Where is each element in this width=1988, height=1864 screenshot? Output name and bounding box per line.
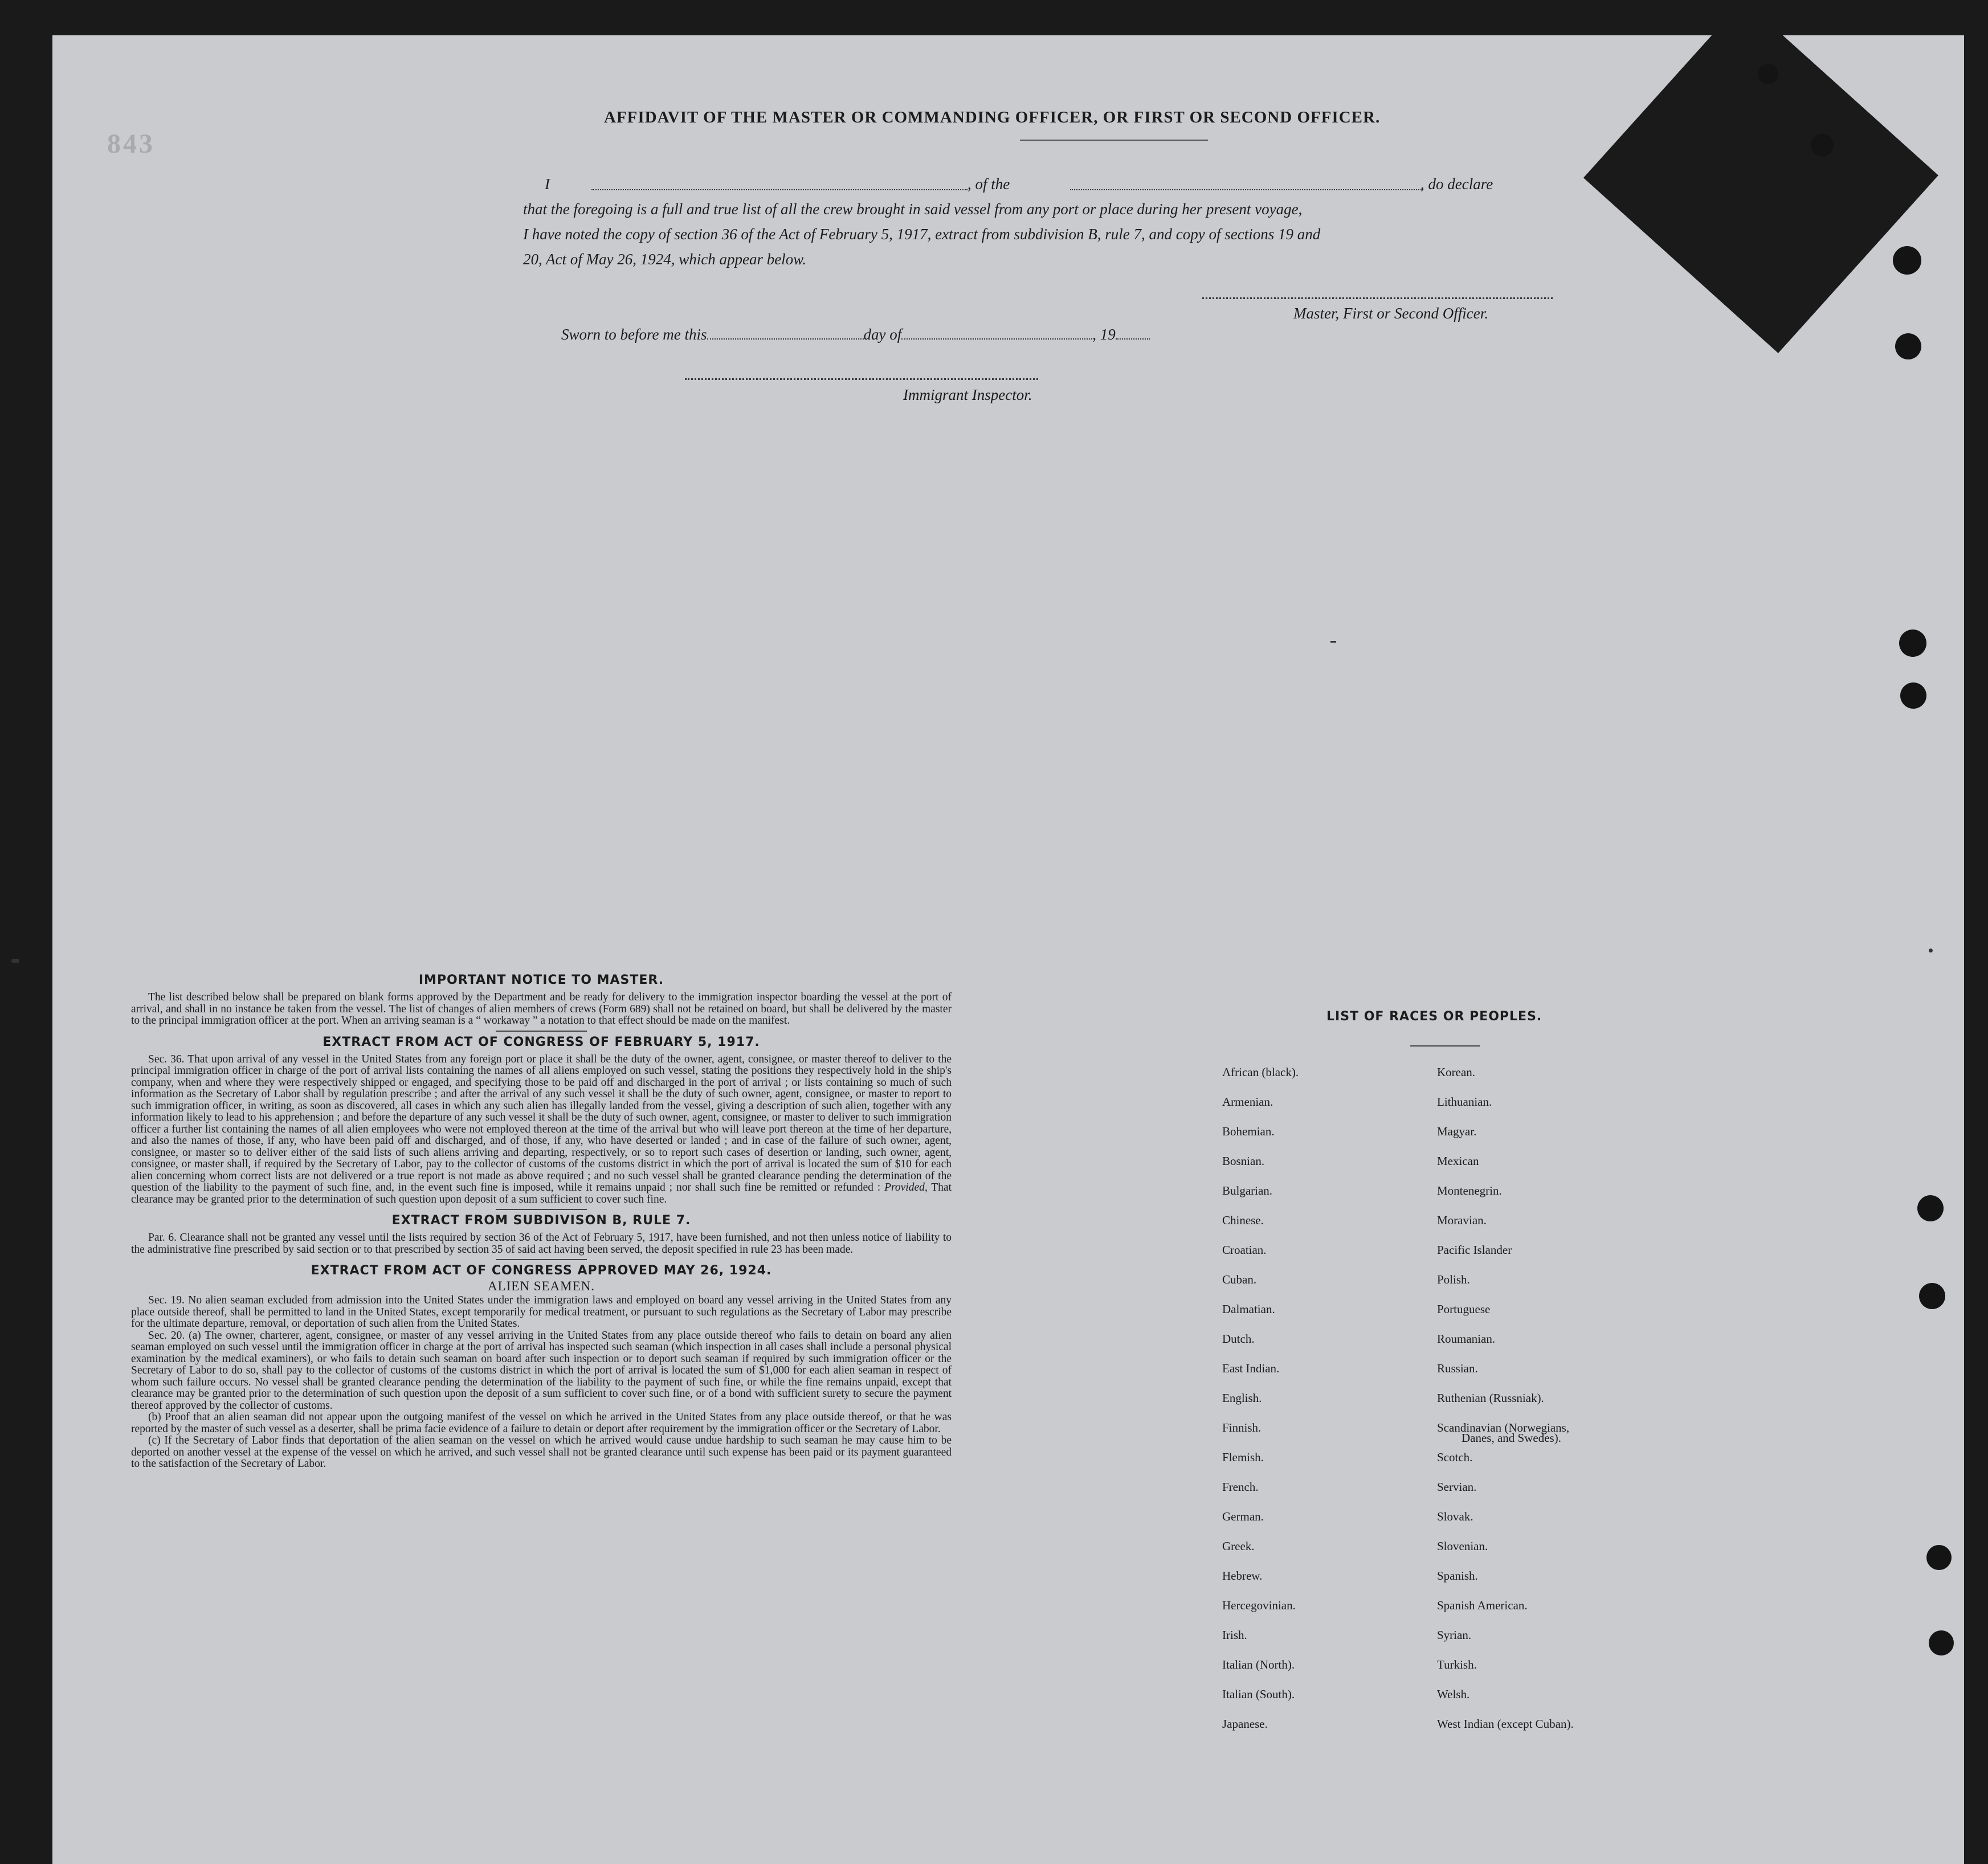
punch-hole (1758, 64, 1778, 84)
race-item: West Indian (except Cuban). (1437, 1717, 1574, 1731)
race-item: Croatian. (1222, 1243, 1267, 1257)
affidavit-title: AFFIDAVIT OF THE MASTER OR COMMANDING OFFICER, OR FIRST OR SECOND OFFICER. (604, 108, 1381, 126)
race-item: East Indian. (1222, 1362, 1280, 1375)
punch-hole (1929, 1630, 1954, 1655)
edge-mark (11, 959, 19, 963)
race-item: Turkish. (1437, 1658, 1477, 1671)
sworn-date-blank (707, 338, 864, 340)
race-item: Bosnian. (1222, 1154, 1265, 1168)
sworn-prefix: Sworn to before me this (561, 326, 707, 343)
punch-hole (1895, 333, 1921, 359)
punch-hole (1900, 682, 1926, 709)
races-list-title: LIST OF RACES OR PEOPLES. (1326, 1009, 1542, 1024)
race-item: Scotch. (1437, 1450, 1473, 1464)
edge-mark (1929, 949, 1933, 953)
extract-1917-title: EXTRACT FROM ACT OF CONGRESS OF FEBRUARY 5, 1917. (323, 1035, 760, 1049)
race-item: German. (1222, 1510, 1264, 1523)
race-item: Welsh. (1437, 1687, 1470, 1701)
sworn-line (561, 326, 1150, 344)
race-item: Flemish. (1222, 1450, 1264, 1464)
race-item: Roumanian. (1437, 1332, 1496, 1346)
section-divider (496, 1031, 587, 1032)
sec19-text: Sec. 19. No alien seaman excluded from admission into the United States under the immigration laws and employed on board any vessel arriving in the United States from any place outside thereof, shall be permitted to land in the United States, except temporarily for medical treatment, or pursuant to such regulations as the Secretary of Labor may prescribe for the ultimate departure, removal, or deportation of such alien from the United States. (131, 1294, 952, 1330)
race-item: Syrian. (1437, 1628, 1472, 1642)
document-page (52, 35, 1964, 1864)
race-item: Mexican (1437, 1154, 1479, 1168)
race-scandinavian-continued: Danes, and Swedes). (1462, 1431, 1561, 1445)
race-item: Bohemian. (1222, 1125, 1275, 1138)
race-item: Japanese. (1222, 1717, 1268, 1731)
race-item: Korean. (1437, 1065, 1476, 1079)
race-item: Spanish American. (1437, 1599, 1528, 1612)
signature-caption: Master, First or Second Officer. (1293, 305, 1488, 322)
declaration-line-4: 20, Act of May 26, 1924, which appear below. (523, 251, 806, 268)
race-item: Finnish. (1222, 1421, 1262, 1434)
race-item: French. (1222, 1480, 1259, 1494)
race-item: Dalmatian. (1222, 1302, 1275, 1316)
punch-hole (1926, 1545, 1952, 1570)
alien-seamen-heading: ALIEN SEAMEN. (487, 1279, 595, 1293)
sworn-month-blank (901, 338, 1092, 340)
race-item: Russian. (1437, 1362, 1478, 1375)
proviso-text: That clearance may be granted prior to the determination of such question upon deposit of a sum sufficient to cover such fine. (131, 1182, 952, 1205)
sworn-day-label: day of (863, 326, 902, 343)
declare-label: , do declare (1420, 175, 1493, 193)
vessel-name-blank (1070, 189, 1423, 190)
race-item: Italian (South). (1222, 1687, 1295, 1701)
race-item: Magyar. (1437, 1125, 1477, 1138)
race-item: Greek. (1222, 1539, 1255, 1553)
punch-hole (1917, 1195, 1944, 1221)
inspector-caption: Immigrant Inspector. (903, 386, 1032, 403)
extract-rule7-text: Par. 6. Clearance shall not be granted any vessel until the lists required by section 36 of the Act of February 5, 1917, have been furnished, and not then unless notice of liability to the administrative fine prescribed by said section or to that prescribed by section 35 of said act having been served, the deposit specified in rule 23 has been made. (131, 1232, 952, 1256)
sworn-year-label: , 19 (1092, 326, 1116, 343)
race-item: Chinese. (1222, 1213, 1264, 1227)
punch-hole (1811, 134, 1834, 157)
race-item: Polish. (1437, 1273, 1470, 1286)
race-item: Italian (North). (1222, 1658, 1295, 1671)
sec20a-text: Sec. 20. (a) The owner, charterer, agent, consignee, or master of any vessel arriving in the United States from any place outside thereof who fails to detain on board any alien seaman employed on such vessel until the immigration officer in charge at the port of arrival has inspected such seaman (which inspection in all cases shall include a personal physical examination by the medical examiners), or who fails to detain such seaman on board after such inspection or to deport such seaman if required by such immigration officer or the Secretary of Labor to do so, shall pay to the collector of customs of the customs district in which the port of arrival is located the sum of $1,000 for each alien seaman in respect of whom such failure occurs. No vessel shall be granted clearance pending the determination of the liability to the payment of such fine, or while the fine remains unpaid, except that clearance may be granted prior to the determination of such question upon the deposit of a sum sufficient to cover such fine, or of a bond with sufficient surety to secure the payment thereof approved by the collector of customs. (131, 1329, 952, 1412)
declaration-line-2: that the foregoing is a full and true list of all the crew brought in said vessel from any port or place during her present voyage, (523, 201, 1303, 218)
notice-text: The list described below shall be prepared on blank forms approved by the Department and be ready for delivery to the immigration inspector boarding the vessel at the port of arrival, and shall in no instance be taken from the vessel. The list of changes of alien members of crews (Form 689) shall not be retained on board, but shall be delivered by the master to the principal immigration officer at the port. When an arriving seaman is a “ workaway ” a notation to that effect should be made on the manifest. (131, 991, 952, 1027)
race-item: Slovak. (1437, 1510, 1473, 1523)
signature-line (1202, 297, 1553, 299)
race-item: Ruthenian (Russniak). (1437, 1391, 1544, 1405)
extract-1924-title: EXTRACT FROM ACT OF CONGRESS APPROVED MAY 26, 1924. (311, 1264, 772, 1278)
declaration-line-3: I have noted the copy of section 36 of the Act of February 5, 1917, extract from subdivision B, rule 7, and copy of sections 19 and (523, 226, 1321, 243)
races-title-rule (1410, 1045, 1480, 1047)
race-item: Irish. (1222, 1628, 1247, 1642)
extract-1917-body: Sec. 36. That upon arrival of any vessel in the United States from any foreign port or place it shall be the duty of the owner, agent, consignee, or master thereof to deliver to the principal immigration officer in charge of the port of arrival lists containing the names of all aliens employed on such vessel, stating the positions they respectively hold in the ship's company, when and where they were respectively shipped or engaged, and specifying those to be paid off and discharged in the port of arrival ; or lists containing so much of such information as the Secretary of Labor shall by regulation prescribe ; and after the arrival of any such vessel it shall be the duty of such owner, agent, consignee, or master to report to such immigration officer, in writing, as soon as discovered, all cases in which any such alien has illegally landed from the vessel, giving a description of such alien, together with any information likely to lead to his apprehension ; and before the departure of any such vessel it shall be the duty of such owner, agent, consignee, or master to deliver to such immigration officer a further list containing the names of all alien employees who were not employed thereon at the time of the arrival but who will leave port thereon at the time of her departure, and also the names of those, if any, who have been paid off and discharged, and of those, if any, who have deserted or landed ; and in case of the failure of such owner, agent, consignee, or master so to deliver either of the said lists of such aliens arriving and departing, respectively, or so to report such cases of desertion or landing, such owner, agent, consignee, or master shall, if required by the Secretary of Labor, pay to the collector of customs of the customs district in which the port of arrival is located the sum of $10 for each alien concerning whom correct lists are not delivered or a true report is not made as above required ; and no such vessel shall be granted clearance pending the determination of the question of the liability to the payment of such fine, and, in the event such fine is imposed, while it remains unpaid ; nor shall such fine be remitted or refunded : (131, 1053, 952, 1193)
race-item: Dutch. (1222, 1332, 1255, 1346)
race-item: Cuban. (1222, 1273, 1257, 1286)
section-divider (496, 1259, 587, 1260)
title-underline (1020, 140, 1208, 141)
race-item: English. (1222, 1391, 1262, 1405)
inspector-signature-line (685, 378, 1038, 380)
punch-hole (1899, 629, 1926, 657)
race-item: Montenegrin. (1437, 1184, 1502, 1197)
race-item: Pacific Islander (1437, 1243, 1512, 1257)
sec20c-text: (c) If the Secretary of Labor finds that deportation of the alien seaman on the vessel on which he arrived would cause undue hardship to such seaman he may cause him to be deported on another vessel at the expense of the vessel on which he arrived, and such vessel shall not be granted clearance until such expense has been paid or its payment guaranteed to the satisfaction of the Secretary of Labor. (131, 1434, 952, 1470)
edge-mark (1330, 641, 1336, 643)
declarant-pronoun: I (545, 175, 550, 193)
section-divider (496, 1209, 587, 1210)
margin-mark: 843 (107, 129, 155, 159)
race-item: Bulgarian. (1222, 1184, 1273, 1197)
race-item: Hebrew. (1222, 1569, 1263, 1583)
race-item: Servian. (1437, 1480, 1477, 1494)
race-item: Moravian. (1437, 1213, 1487, 1227)
punch-hole (1893, 246, 1921, 275)
extract-1917-text (131, 1054, 952, 1206)
sworn-year-blank (1116, 338, 1150, 340)
proviso-word: Provided, (884, 1182, 928, 1193)
legal-notices-column (131, 973, 952, 1470)
extract-rule7-title: EXTRACT FROM SUBDIVISON B, RULE 7. (391, 1213, 691, 1228)
race-item: Slovenian. (1437, 1539, 1488, 1553)
declarant-name-blank (591, 189, 968, 190)
race-item: Hercegovinian. (1222, 1599, 1296, 1612)
notice-title: IMPORTANT NOTICE TO MASTER. (418, 973, 664, 987)
race-item: Lithuanian. (1437, 1095, 1492, 1109)
race-item: African (black). (1222, 1065, 1299, 1079)
race-item: Spanish. (1437, 1569, 1478, 1583)
sec20b-text: (b) Proof that an alien seaman did not appear upon the outgoing manifest of the vessel on which he arrived in the United States from any place outside thereof, or that he was reported by the master of such vessel as a deserter, shall be prima facie evidence of a failure to detain or deport after requirement by the immigration officer or the Secretary of Labor. (131, 1411, 952, 1435)
punch-hole (1919, 1283, 1945, 1309)
of-the-label: , of the (968, 175, 1010, 193)
race-item: Scandinavian (Norwegians, (1437, 1421, 1570, 1434)
race-item: Armenian. (1222, 1095, 1273, 1109)
race-item: Portuguese (1437, 1302, 1491, 1316)
